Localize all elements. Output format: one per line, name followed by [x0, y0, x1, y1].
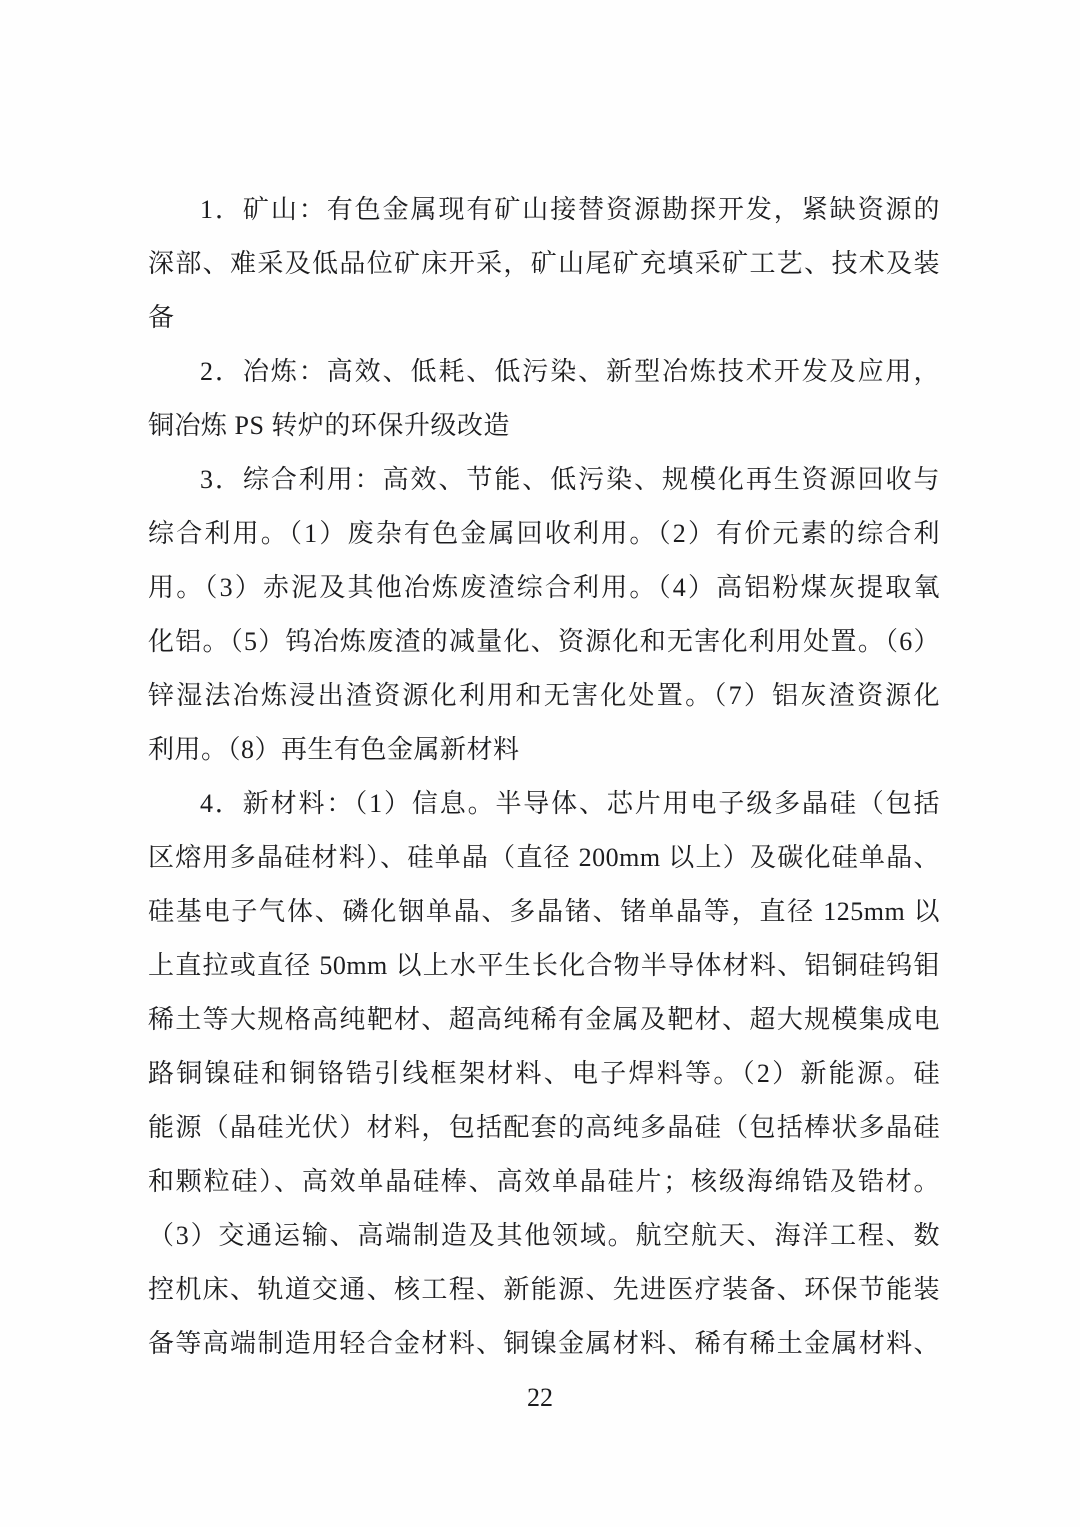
text-line: 利用。（8）再生有色金属新材料: [148, 735, 520, 764]
paragraph: [148, 453, 940, 777]
text-line: 备: [148, 303, 175, 332]
text-line: 备等高端制造用轻合金材料、铜镍金属材料、稀有稀土金属材料、: [148, 1329, 940, 1358]
text-line: 铜冶炼 PS 转炉的环保升级改造: [148, 411, 510, 440]
text-line: 1．矿山：有色金属现有矿山接替资源勘探开发，紧缺资源的: [200, 195, 940, 224]
text-line: 锌湿法冶炼浸出渣资源化利用和无害化处置。（7）铝灰渣资源化: [148, 681, 940, 710]
page-number: 22: [527, 1383, 553, 1412]
text-line: 3．综合利用：高效、节能、低污染、规模化再生资源回收与: [200, 465, 940, 494]
paragraph: [148, 183, 940, 345]
text-line: 用。（3）赤泥及其他冶炼废渣综合利用。（4）高铝粉煤灰提取氧: [148, 573, 940, 602]
text-line: 路铜镍硅和铜铬锆引线框架材料、电子焊料等。（2）新能源。硅: [148, 1059, 940, 1088]
text-line: 控机床、轨道交通、核工程、新能源、先进医疗装备、环保节能装: [148, 1275, 940, 1304]
text-line: 深部、难采及低品位矿床开采，矿山尾矿充填采矿工艺、技术及装: [148, 249, 940, 278]
text-line: 综合利用。（1）废杂有色金属回收利用。（2）有价元素的综合利: [148, 519, 940, 548]
text-line: 上直拉或直径 50mm 以上水平生长化合物半导体材料、铝铜硅钨钼: [148, 951, 940, 980]
text-line: 4．新材料：（1）信息。半导体、芯片用电子级多晶硅（包括: [200, 789, 940, 818]
text-line: 能源（晶硅光伏）材料，包括配套的高纯多晶硅（包括棒状多晶硅: [148, 1113, 940, 1142]
text-line: 2．冶炼：高效、低耗、低污染、新型冶炼技术开发及应用，: [200, 357, 940, 386]
text-line: 稀土等大规格高纯靶材、超高纯稀有金属及靶材、超大规模集成电: [148, 1005, 940, 1034]
document-body: [148, 183, 940, 1371]
text-line: 区熔用多晶硅材料）、硅单晶（直径 200mm 以上）及碳化硅单晶、: [148, 843, 940, 872]
paragraph: [148, 777, 940, 1371]
text-line: 硅基电子气体、磷化铟单晶、多晶锗、锗单晶等，直径 125mm 以: [148, 897, 940, 926]
text-line: 和颗粒硅）、高效单晶硅棒、高效单晶硅片；核级海绵锆及锆材。: [148, 1167, 940, 1196]
paragraph: [148, 345, 940, 453]
text-line: （3）交通运输、高端制造及其他领域。航空航天、海洋工程、数: [148, 1221, 940, 1250]
text-line: 化铝。（5）钨冶炼废渣的减量化、资源化和无害化利用处置。（6）: [148, 627, 940, 656]
